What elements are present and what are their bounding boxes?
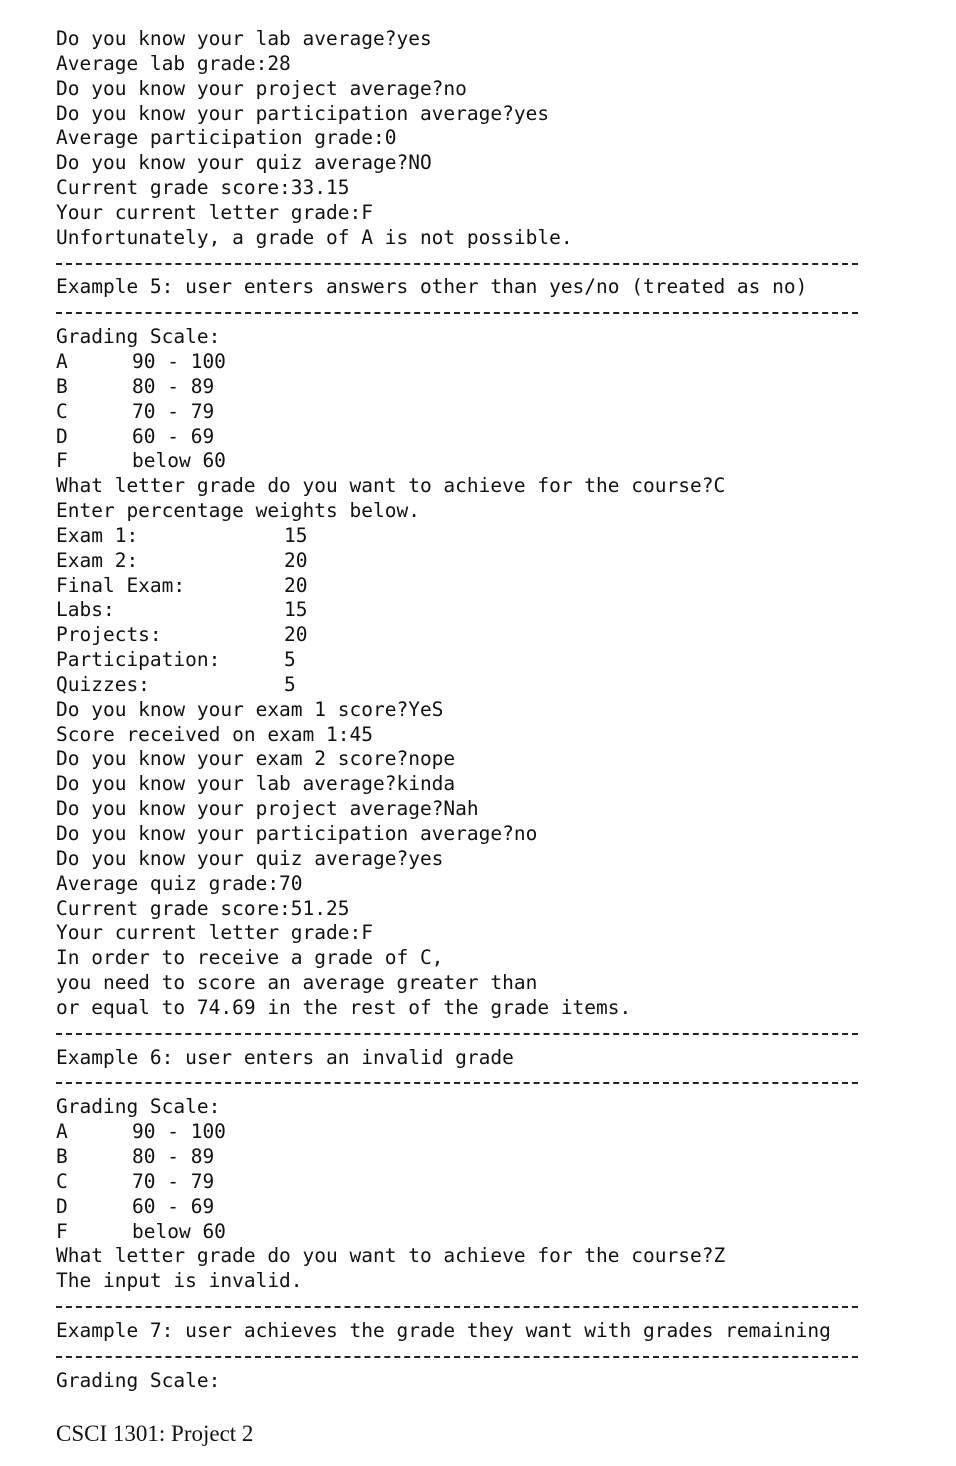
scale-range: 70 - 79 (132, 399, 215, 423)
weight-value: 20 (284, 623, 308, 647)
output-line: you need to score an average greater than (56, 971, 538, 995)
weight-row (56, 648, 916, 673)
example-7-title: Example 7: user achieves the grade they want with grades remaining (56, 1318, 831, 1342)
scale-range: 80 - 89 (132, 1144, 215, 1168)
scale-letter: A (56, 1120, 68, 1144)
scale-letter: D (56, 424, 68, 448)
weight-label: Labs: (56, 598, 115, 622)
weight-label: Final Exam: (56, 573, 186, 597)
weight-row (56, 524, 916, 549)
scale-letter: B (56, 1144, 68, 1168)
grade-prompt: What letter grade do you want to achieve for the course?C (56, 474, 726, 498)
scale-range: 70 - 79 (132, 1169, 215, 1193)
weight-label: Quizzes: (56, 672, 150, 696)
output-line: Unfortunately, a grade of A is not possible. (56, 225, 573, 249)
weight-value: 15 (284, 523, 308, 547)
scale-letter: A (56, 349, 68, 373)
weight-row (56, 549, 916, 574)
scale-range: below 60 (132, 1219, 226, 1243)
output-line: Do you know your lab average?yes (56, 27, 432, 50)
scale-range: 60 - 69 (132, 1194, 215, 1218)
weights-header: Enter percentage weights below. (56, 499, 420, 523)
weight-row (56, 673, 916, 698)
weight-label: Projects: (56, 623, 162, 647)
output-line: Current grade score:33.15 (56, 176, 350, 200)
output-line: Do you know your quiz average?NO (56, 151, 432, 175)
scale-letter: C (56, 1169, 68, 1193)
scale-range: 90 - 100 (132, 349, 226, 373)
invalid-input-message: The input is invalid. (56, 1269, 303, 1293)
dashed-separator (56, 1021, 916, 1046)
grading-scale-header: Grading Scale: (56, 1368, 221, 1392)
grading-scale-row (56, 1195, 916, 1220)
scale-range: 80 - 89 (132, 374, 215, 398)
weight-value: 15 (284, 598, 308, 622)
output-line: Do you know your exam 2 score?nope (56, 747, 456, 771)
grading-scale-row (56, 1170, 916, 1195)
output-line: Average lab grade:28 (56, 51, 291, 75)
console-output (56, 27, 916, 1393)
output-line: Current grade score:51.25 (56, 896, 350, 920)
scale-range: below 60 (132, 449, 226, 473)
weight-value: 5 (284, 672, 296, 696)
scale-letter: F (56, 449, 68, 473)
dashed-separator (56, 1344, 916, 1369)
output-line: Do you know your lab average?kinda (56, 772, 456, 796)
example-6-title: Example 6: user enters an invalid grade (56, 1045, 514, 1069)
scale-letter: C (56, 399, 68, 423)
output-line: or equal to 74.69 in the rest of the grade items. (56, 995, 632, 1019)
page-footer: CSCI 1301: Project 2 (56, 1421, 254, 1446)
scale-range: 90 - 100 (132, 1120, 226, 1144)
weight-value: 20 (284, 573, 308, 597)
weight-row (56, 598, 916, 623)
dashed-separator (56, 251, 916, 276)
scale-letter: F (56, 1219, 68, 1243)
grading-scale-row (56, 449, 916, 474)
output-line: Do you know your participation average?no (56, 822, 538, 845)
grading-scale-row (56, 1145, 916, 1170)
output-line: Score received on exam 1:45 (56, 722, 373, 746)
weight-label: Exam 2: (56, 548, 139, 572)
example-5-title: Example 5: user enters answers other than yes/no (treated as no) (56, 275, 808, 299)
output-line: Average quiz grade:70 (56, 871, 303, 895)
grading-scale-row (56, 400, 916, 425)
grading-scale-row (56, 350, 916, 375)
grading-scale-header: Grading Scale: (56, 1095, 221, 1119)
grade-prompt: What letter grade do you want to achieve for the course?Z (56, 1244, 726, 1268)
weight-row (56, 574, 916, 599)
output-line: Do you know your project average?no (56, 76, 467, 100)
weight-value: 20 (284, 548, 308, 572)
scale-range: 60 - 69 (132, 424, 215, 448)
output-line: Do you know your quiz average?yes (56, 846, 444, 870)
output-line: In order to receive a grade of C, (56, 946, 444, 970)
grading-scale-row (56, 375, 916, 400)
scale-letter: B (56, 374, 68, 398)
dashed-separator (56, 1294, 916, 1319)
grading-scale-row (56, 1120, 916, 1145)
dashed-separator (56, 1070, 916, 1095)
output-line: Do you know your project average?Nah (56, 797, 479, 821)
output-line: Average participation grade:0 (56, 126, 397, 150)
grading-scale-row (56, 1220, 916, 1245)
dashed-separator (56, 300, 916, 325)
weight-value: 5 (284, 648, 296, 672)
output-line: Your current letter grade:F (56, 200, 373, 224)
scale-letter: D (56, 1194, 68, 1218)
weight-label: Participation: (56, 648, 221, 672)
weight-row (56, 623, 916, 648)
output-line: Do you know your participation average?yes (56, 101, 550, 125)
weight-label: Exam 1: (56, 523, 139, 547)
output-line: Your current letter grade:F (56, 921, 373, 945)
grading-scale-row (56, 425, 916, 450)
grading-scale-header: Grading Scale: (56, 325, 221, 349)
output-line: Do you know your exam 1 score?YeS (56, 697, 444, 721)
